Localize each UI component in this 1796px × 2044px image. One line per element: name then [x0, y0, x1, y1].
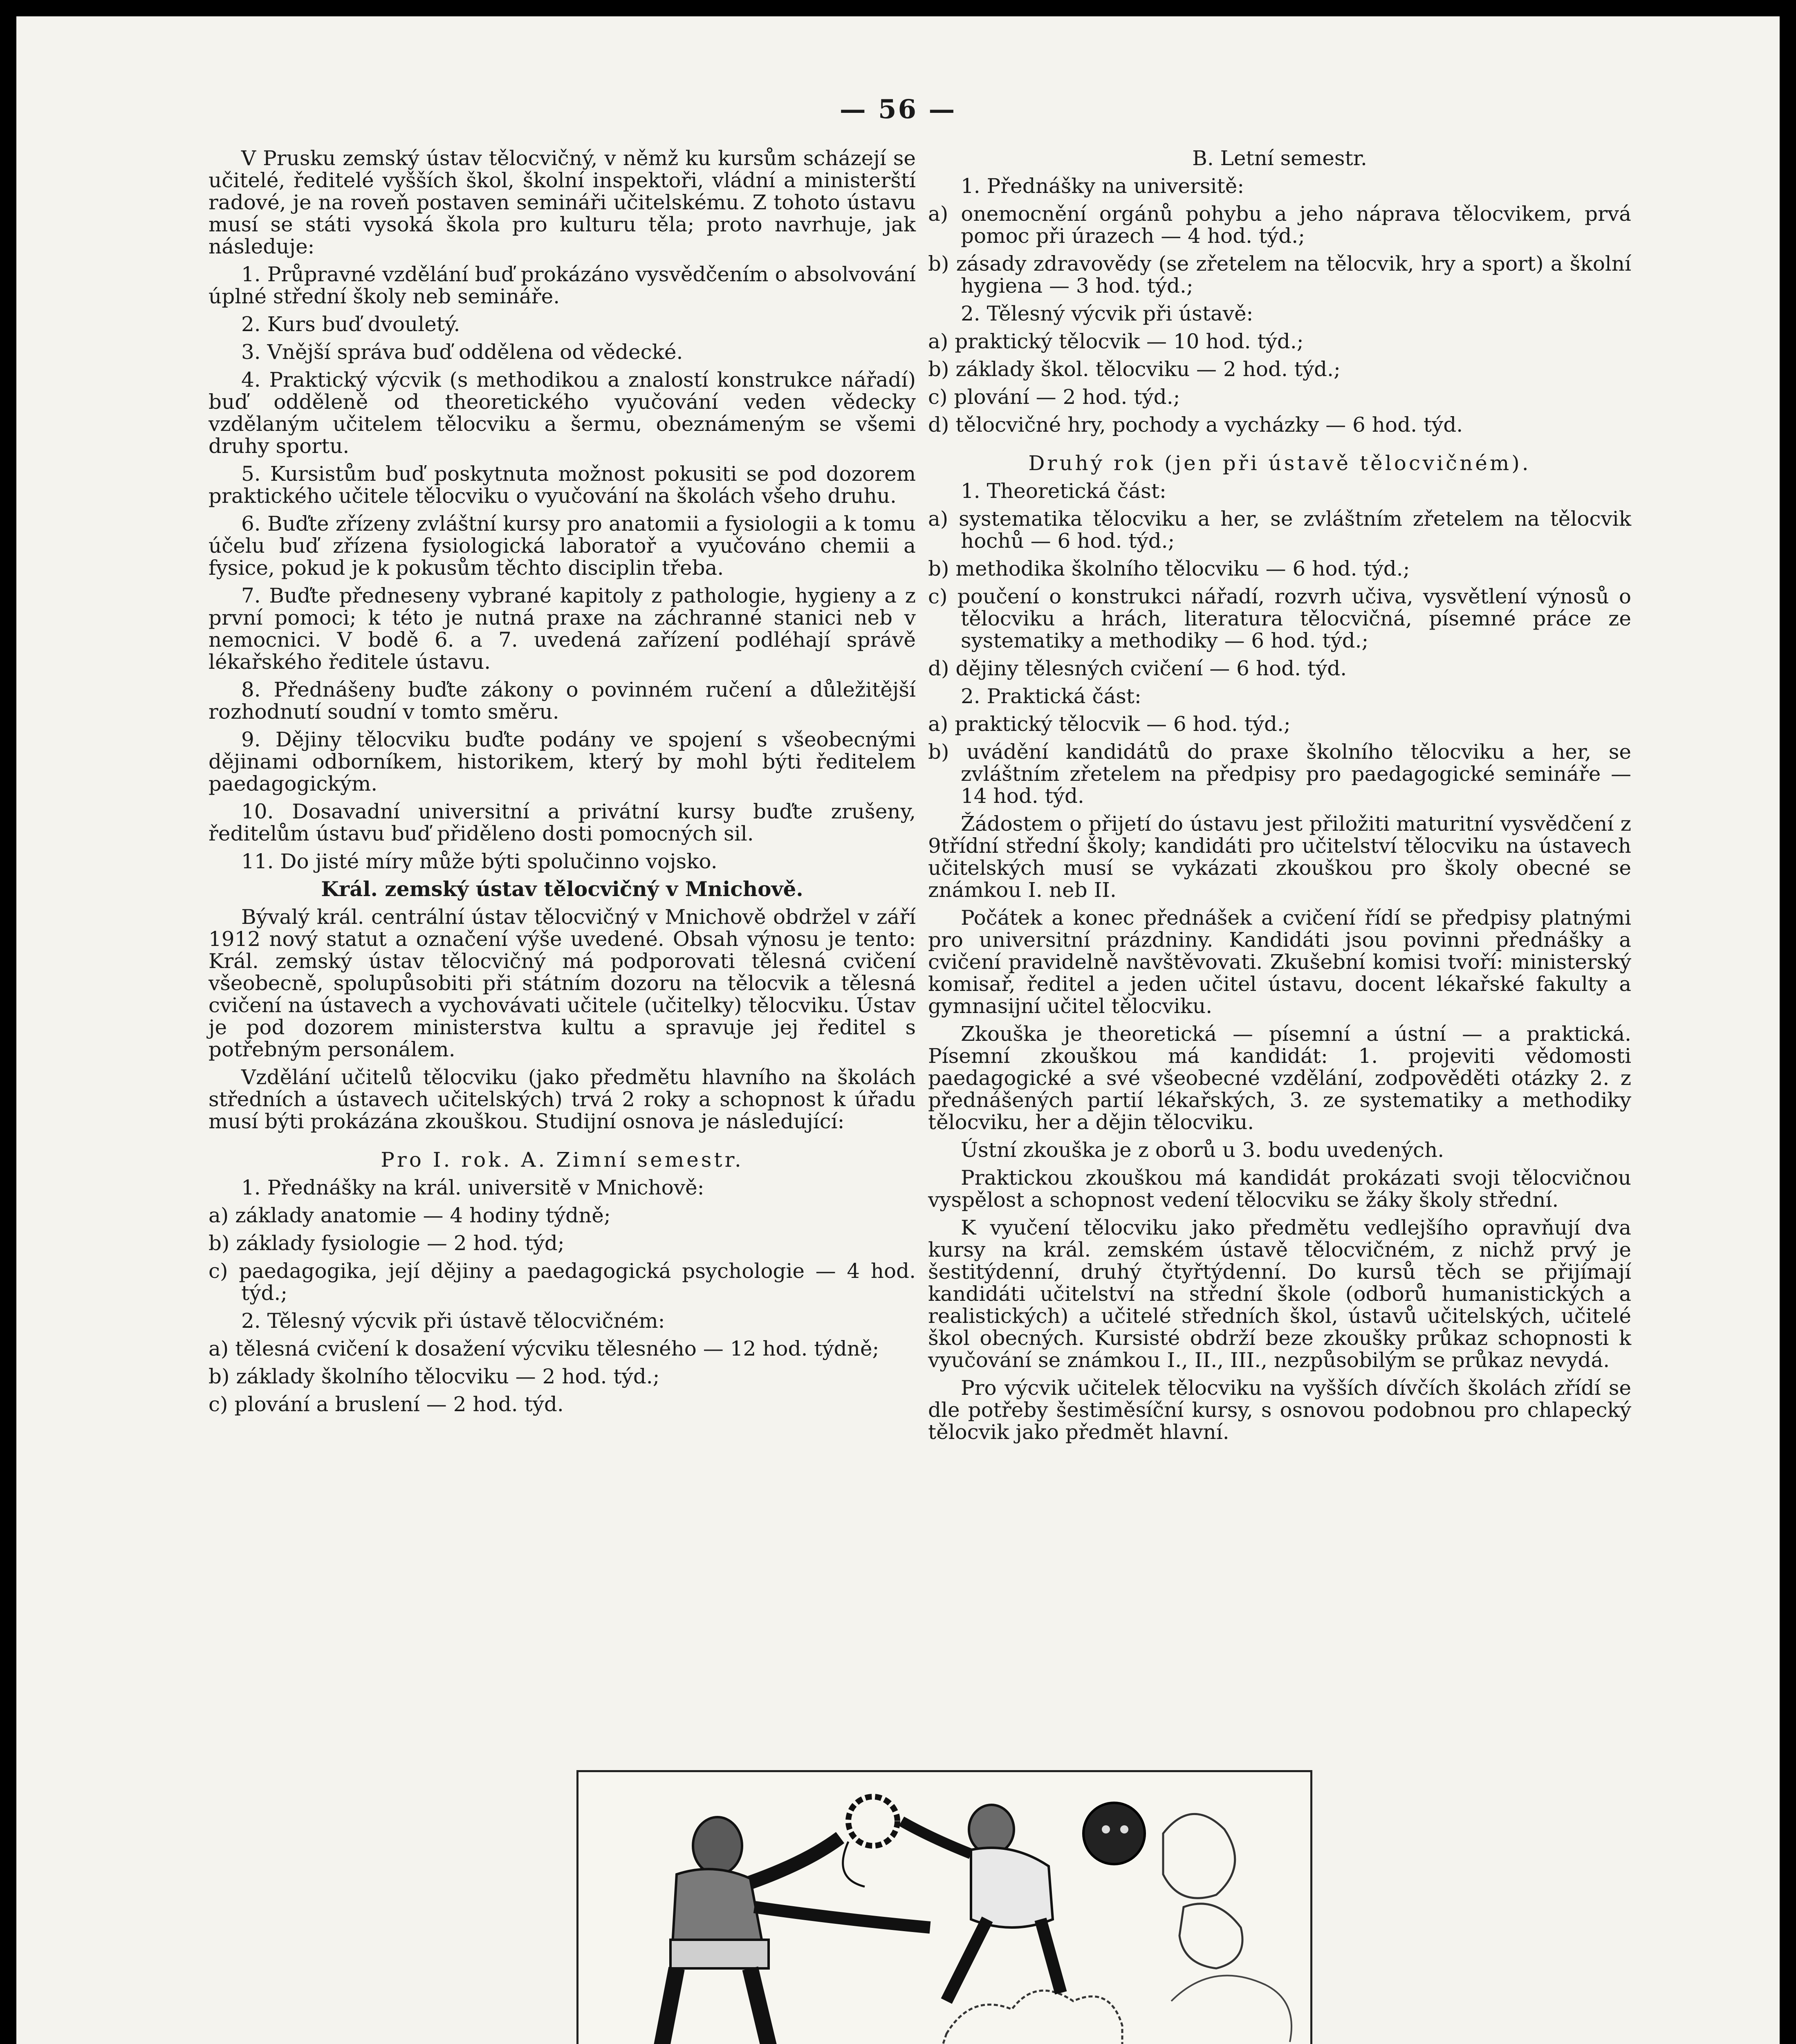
list-item: c) poučení o konstrukci nářadí, rozvrh učiva, vysvětlení výnosů o tělocviku a hrách, literatura tělocvičná, písemné práce ze systematiky a methodiky — 6 hod. týd.; [928, 585, 1631, 652]
list-item: a) systematika tělocviku a her, se zvláštním zřetelem na tělocvik hochů — 6 hod. týd.; [928, 507, 1631, 553]
list-item: c) plování a bruslení — 2 hod. týd. [209, 1392, 564, 1416]
list-item: 11. Do jisté míry může býti spolučinno vojsko. [241, 849, 718, 873]
list-item: b) základy fysiologie — 2 hod. týd; [209, 1231, 565, 1255]
list-item: 10. Dosavadní universitní a privátní kursy buďte zrušeny, ředitelům ústavu buď přiděleno dosti pomocných sil. [209, 800, 916, 845]
list-item: 6. Buďte zřízeny zvláštní kursy pro anatomii a fysiologii a k tomu účelu buď zřízena fysiologická laboratoř a vyučováno chemii a fysice, pokud je k pokusům těchto disciplin třeba. [209, 512, 916, 580]
subsection-title: 2. Tělesný výcvik při ústavě tělocvičném: [241, 1309, 665, 1333]
list-item: 5. Kursistům buď poskytnuta možnost pokusiti se pod dozorem praktického učitele tělocviku o vyučování na školách všeho druhu. [209, 462, 916, 508]
list-item: b) zásady zdravovědy (se zřetelem na tělocvik, hry a sport) a školní hygiena — 3 hod. týd.; [928, 252, 1631, 298]
list-item: a) základy anatomie — 4 hodiny týdně; [209, 1204, 611, 1227]
list-item: 8. Přednášeny buďte zákony o povinném ručení a důležitější rozhodnutí soudní v tomto směru. [209, 678, 916, 724]
subsection-title: 1. Theoretická část: [961, 479, 1166, 503]
right-column [928, 147, 1631, 1449]
subsection-title: 1. Přednášky na král. universitě v Mnichově: [241, 1176, 704, 1199]
intro-paragraph: V Prusku zemský ústav tělocvičný, v němž ku kursům scházejí se učitelé, ředitelé vyšších škol, školní inspektoři, vládní a ministerští radové, je na roveň postaven semináři učitelskému. Z tohoto ústavu musí se státi vysoká škola pro kulturu těla; proto navrhuje, jak následuje: [209, 146, 916, 258]
list-item: a) onemocnění orgánů pohybu a jeho náprava tělocvikem, prvá pomoc při úrazech — 4 hod. týd.; [928, 202, 1631, 248]
list-item: b) uvádění kandidátů do praxe školního tělocviku a her, se zvláštním zřetelem na předpisy pro paedagogické semináře — 14 hod. týd. [928, 740, 1631, 808]
list-item: 3. Vnější správa buď oddělena od vědecké. [241, 340, 683, 364]
list-item: d) dějiny tělesných cvičení — 6 hod. týd. [928, 657, 1347, 680]
year2-title: Druhý rok (jen při ústavě tělocvičném). [1028, 451, 1531, 475]
list-item: 7. Buďte předneseny vybrané kapitoly z pathologie, hygieny a z první pomoci; k této je nutná praxe na záchranné stanici neb v nemocnici. V bodě 6. a 7. uvedená zařízení podléhají správě lékařského ředitele ústavu. [209, 584, 916, 674]
summer-semester-title: B. Letní semestr. [1192, 146, 1367, 170]
section-heading: Král. zemský ústav tělocvičný v Mnichově. [321, 877, 803, 901]
list-item: 1. Průpravné vzdělání buď prokázáno vysvědčením o absolvování úplné střední školy neb semináře. [209, 262, 916, 308]
body-paragraph: Bývalý král. centrální ústav tělocvičný v Mnichově obdržel v září 1912 nový statut a označení výše uvedené. Obsah výnosu je tento: Král. zemský ústav tělocvičný má podporovati tělesná cvičení všeobecně, spolupůsobiti při státním dozoru na tělocvik a tělesná cvičení na ústavech a vychovávati učitele (učitelky) tělocviku. Ústav je pod dozorem ministerstva kultu a spravuje jej ředitel s potřebným personálem. [209, 905, 916, 1061]
body-paragraph: Pro výcvik učitelek tělocviku na vyšších dívčích školách zřídí se dle potřeby šestiměsíční kursy, s osnovou podobnou pro chlapecký tělocvik jako předmět hlavní. [928, 1376, 1631, 1444]
list-item: b) methodika školního tělocviku — 6 hod. týd.; [928, 557, 1410, 580]
body-paragraph: Zkouška je theoretická — písemní a ústní — a praktická. Písemní zkouškou má kandidát: 1. projeviti vědomosti paedagogické a své všeobecné vzdělání, zodpověděti otázky 2. z přednášených partií lékařských, 3. ze systematiky a methodiky tělocviku, her a dějin tělocviku. [928, 1022, 1631, 1134]
list-item: c) paedagogika, její dějiny a paedagogická psychologie — 4 hod. týd.; [209, 1259, 916, 1305]
body-paragraph: Praktickou zkouškou má kandidát prokázati svoji tělocvičnou vyspělost a schopnost vedení tělocviku se žáky školy střední. [928, 1166, 1631, 1212]
figures-illustration [578, 1772, 1310, 2044]
list-item: a) praktický tělocvik — 6 hod. týd.; [928, 712, 1291, 736]
list-item: a) tělesná cvičení k dosažení výcviku tělesného — 12 hod. týdně; [209, 1337, 879, 1360]
body-paragraph: K vyučení tělocviku jako předmětu vedlejšího opravňují dva kursy na král. zemském ústavě tělocvičném, z nichž prvý je šestitýdenní, druhý čtyřtýdenní. Do kursů těch se přijímají kandidáti učitelství na střední škole (odborů humanistických a realistických) a učitelé středních škol, ústavů učitelských, učitelé škol obecných. Kursisté obdrží beze zkoušky průkaz schopnosti k vyučování se známkou I., II., III., nezpůsobilým se průkaz nevydá. [928, 1216, 1631, 1372]
body-paragraph: Počátek a konec přednášek a cvičení řídí se předpisy platnými pro universitní prázdniny. Kandidáti jsou povinni přednášky a cvičení pravidelně navštěvovati. Zkušební komisi tvoří: ministerský komisař, ředitel a jeden učitel ústavu, docent lékařské fakulty a gymnasijní učitel tělocviku. [928, 906, 1631, 1018]
illustration-frame [576, 1770, 1312, 2044]
list-item: a) praktický tělocvik — 10 hod. týd.; [928, 329, 1304, 353]
list-item: 2. Kurs buď dvouletý. [241, 312, 460, 336]
list-item: b) základy škol. tělocviku — 2 hod. týd.; [928, 357, 1341, 381]
body-paragraph: Vzdělání učitelů tělocviku (jako předmětu hlavního na školách středních a ústavech učitelských) trvá 2 roky a schopnost k úřadu musí býti prokázána zkouškou. Studijní osnova je následující: [209, 1065, 916, 1133]
left-column [209, 147, 916, 1421]
list-item: 9. Dějiny tělocviku buďte podány ve spojení s všeobecnými dějinami odborníkem, historikem, který by mohl býti ředitelem paedagogickým. [209, 728, 916, 796]
list-item: c) plování — 2 hod. týd.; [928, 385, 1180, 409]
page [16, 16, 1780, 2044]
subsection-title: 2. Tělesný výcvik při ústavě: [961, 302, 1253, 325]
year1-title: Pro I. rok. A. Zimní semestr. [381, 1148, 744, 1172]
list-item: 4. Praktický výcvik (s methodikou a znalostí konstrukce nářadí) buď odděleně od theoretického vyučování veden vědecky vzdělaným učitelem tělocviku a šermu, obeznámeným se všemi druhy sportu. [209, 368, 916, 458]
subsection-title: 2. Praktická část: [961, 684, 1141, 708]
subsection-title: 1. Přednášky na universitě: [961, 174, 1244, 198]
body-paragraph: Ústní zkouška je z oborů u 3. bodu uvedených. [961, 1138, 1444, 1162]
list-item: d) tělocvičné hry, pochody a vycházky — 6 hod. týd. [928, 413, 1463, 437]
list-item: b) základy školního tělocviku — 2 hod. týd.; [209, 1365, 660, 1388]
page-number: — 56 — [839, 94, 957, 125]
body-paragraph: Žádostem o přijetí do ústavu jest přiložiti maturitní vysvědčení z 9třídní střední školy; kandidáti pro učitelství tělocviku na ústavech učitelských musí se vykázati zkouškou pro školy obecné se známkou I. neb II. [928, 812, 1631, 902]
